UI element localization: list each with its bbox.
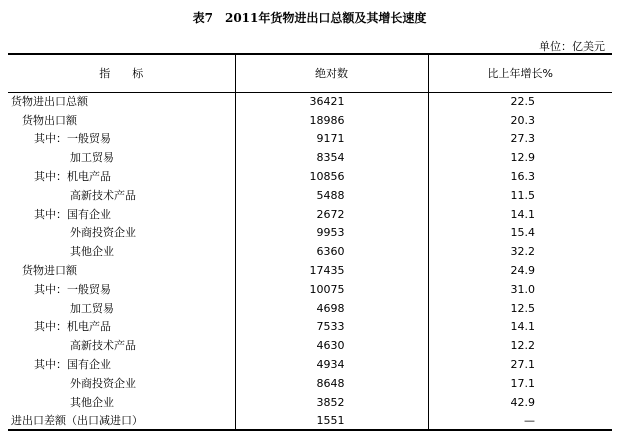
table-row — [8, 111, 612, 130]
row-growth: 14.1 — [428, 318, 612, 337]
table-row — [8, 242, 612, 261]
table-row — [8, 205, 612, 224]
row-value: 4934 — [235, 355, 428, 374]
row-growth: 16.3 — [428, 167, 612, 186]
row-value: 9953 — [235, 224, 428, 243]
row-label: 其他企业 — [70, 245, 114, 259]
table-row — [8, 336, 612, 355]
row-label: 货物出口额 — [22, 113, 77, 127]
row-label: 外商投资企业 — [70, 226, 136, 240]
row-growth: 42.9 — [428, 393, 612, 412]
row-value: 5488 — [235, 186, 428, 205]
row-value: 8648 — [235, 374, 428, 393]
row-value: 6360 — [235, 242, 428, 261]
row-label: 加工贸易 — [70, 151, 114, 165]
row-growth: 12.5 — [428, 299, 612, 318]
row-growth: 31.0 — [428, 280, 612, 299]
table-row — [8, 355, 612, 374]
table-row — [8, 148, 612, 167]
row-label: 外商投资企业 — [70, 376, 136, 390]
header-row — [8, 54, 612, 92]
row-value: 7533 — [235, 318, 428, 337]
header-absolute: 绝对数 — [235, 54, 428, 92]
table-row — [8, 186, 612, 205]
row-label: 其中：机电产品 — [34, 170, 111, 184]
row-growth: 24.9 — [428, 261, 612, 280]
row-growth: 15.4 — [428, 224, 612, 243]
row-label: 其中：国有企业 — [34, 358, 111, 372]
row-growth: 12.9 — [428, 148, 612, 167]
table-row — [8, 224, 612, 243]
row-value: 8354 — [235, 148, 428, 167]
table-row — [8, 167, 612, 186]
row-label: 进出口差额（出口减进口） — [8, 412, 235, 431]
table-row — [8, 261, 612, 280]
row-label: 货物进口额 — [22, 264, 77, 278]
row-label: 加工贸易 — [70, 301, 114, 315]
row-growth: 14.1 — [428, 205, 612, 224]
row-label: 高新技术产品 — [70, 339, 136, 353]
table-row — [8, 412, 612, 431]
table-row — [8, 393, 612, 412]
row-value: 3852 — [235, 393, 428, 412]
table-row — [8, 318, 612, 337]
row-value: 9171 — [235, 130, 428, 149]
row-value: 4698 — [235, 299, 428, 318]
row-value: 1551 — [235, 412, 428, 431]
row-label: 货物进出口总额 — [11, 95, 88, 109]
table-row — [8, 280, 612, 299]
row-growth: 11.5 — [428, 186, 612, 205]
table-title: 表7 2011年货物进出口总额及其增长速度 — [192, 11, 427, 25]
table-row — [8, 299, 612, 318]
row-growth: 32.2 — [428, 242, 612, 261]
row-growth: 27.3 — [428, 130, 612, 149]
row-label: 其中：一般贸易 — [34, 132, 111, 146]
row-growth: 17.1 — [428, 374, 612, 393]
table-row — [8, 374, 612, 393]
row-value: 4630 — [235, 336, 428, 355]
table-body — [8, 92, 612, 430]
row-label: 高新技术产品 — [70, 188, 136, 202]
row-growth: 22.5 — [428, 92, 612, 111]
row-growth: 20.3 — [428, 111, 612, 130]
unit-label: 单位：亿美元 — [539, 40, 605, 53]
row-label: 其中：国有企业 — [34, 207, 111, 221]
row-value: 10856 — [235, 167, 428, 186]
row-value: 36421 — [235, 92, 428, 111]
row-value: 10075 — [235, 280, 428, 299]
row-growth: 12.2 — [428, 336, 612, 355]
row-growth: — — [428, 412, 612, 431]
row-label: 其他企业 — [70, 395, 114, 409]
header-indicator: 指 标 — [8, 54, 235, 92]
trade-table — [8, 53, 612, 431]
row-value: 18986 — [235, 111, 428, 130]
row-label: 其中：机电产品 — [34, 320, 111, 334]
row-growth: 27.1 — [428, 355, 612, 374]
header-growth: 比上年增长% — [428, 54, 612, 92]
row-label: 其中：一般贸易 — [34, 282, 111, 296]
table-row — [8, 130, 612, 149]
row-value: 2672 — [235, 205, 428, 224]
table-row — [8, 92, 612, 111]
row-value: 17435 — [235, 261, 428, 280]
